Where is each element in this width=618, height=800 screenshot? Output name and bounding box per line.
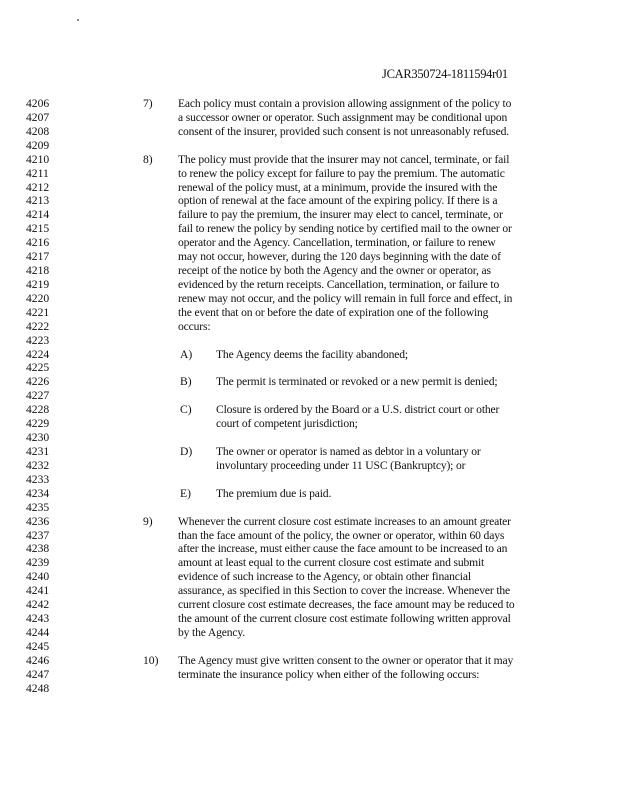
line-text: failure to pay the premium, the insurer may elect to cancel, terminate, or — [178, 208, 503, 222]
line-number: 4225 — [26, 361, 50, 375]
line-number: 4213 — [26, 194, 50, 208]
text-line — [0, 417, 618, 431]
line-number: 4236 — [26, 514, 50, 528]
line-number: 4208 — [26, 124, 50, 138]
line-number: 4207 — [26, 110, 50, 124]
line-number: 4216 — [26, 236, 50, 250]
text-line — [0, 403, 618, 417]
text-line — [0, 153, 618, 167]
text-line — [0, 487, 618, 501]
line-text: The premium due is paid. — [216, 486, 332, 500]
line-number: 4240 — [26, 570, 50, 584]
text-line — [0, 278, 618, 292]
line-number: 4243 — [26, 612, 50, 626]
text-line — [0, 306, 618, 320]
line-number: 4247 — [26, 667, 50, 681]
line-text: The Agency must give written consent to the owner or operator that it may — [178, 653, 514, 667]
text-line — [0, 97, 618, 111]
line-text: occurs: — [178, 319, 211, 333]
line-text: assurance, as specified in this Section to cover the increase. Whenever the — [178, 584, 511, 598]
item-label: D) — [180, 445, 193, 458]
line-number: 4224 — [26, 347, 50, 361]
text-line — [0, 612, 618, 626]
line-text: the amount of the current closure cost estimate following written approval — [178, 612, 511, 626]
text-line — [0, 542, 618, 556]
line-number: 4209 — [26, 138, 50, 152]
line-number: 4227 — [26, 389, 50, 403]
line-number: 4210 — [26, 152, 50, 166]
item-label: 8) — [143, 152, 153, 166]
text-line — [0, 320, 618, 334]
text-line — [0, 445, 618, 459]
line-text: The owner or operator is named as debtor in a voluntary or — [216, 445, 481, 458]
line-text: evidenced by the return receipts. Cancellation, termination, or failure to — [178, 277, 500, 291]
line-text: renewal of the policy must, at a minimum, provide the insured with the — [178, 180, 498, 194]
item-label: 9) — [143, 514, 153, 528]
line-number: 4223 — [26, 333, 50, 347]
line-number: 4215 — [26, 222, 50, 236]
line-text: fail to renew the policy by sending notice by certified mail to the owner or — [178, 222, 512, 236]
item-label: B) — [180, 375, 192, 389]
text-line — [0, 556, 618, 570]
line-text: after the increase, must either cause the face amount to be increased to an — [178, 542, 508, 556]
text-line — [0, 389, 618, 403]
text-line — [0, 139, 618, 153]
line-number: 4232 — [26, 458, 50, 472]
text-line — [0, 292, 618, 306]
document-id: JCAR350724-1811594r01 — [382, 67, 508, 81]
line-text: to renew the policy except for failure to pay the premium. The automatic — [178, 166, 505, 180]
line-number: 4242 — [26, 598, 50, 612]
line-number: 4241 — [26, 584, 50, 598]
line-number: 4221 — [26, 305, 50, 319]
line-text: by the Agency. — [178, 625, 246, 639]
line-number: 4235 — [26, 500, 50, 514]
text-line — [0, 459, 618, 473]
text-line — [0, 250, 618, 264]
text-line — [0, 208, 618, 222]
line-text: Closure is ordered by the Board or a U.S. district court or other — [216, 403, 500, 417]
item-label: A) — [180, 347, 193, 361]
text-line — [0, 194, 618, 208]
line-text: than the face amount of the policy, the owner or operator, within 60 days — [178, 528, 505, 542]
text-line — [0, 626, 618, 640]
line-text: receipt of the notice by both the Agency and the owner or operator, as — [178, 264, 491, 278]
text-line — [0, 348, 618, 362]
line-text: may not occur, however, during the 120 days beginning with the date of — [178, 250, 501, 264]
line-text: The permit is terminated or revoked or a new permit is denied; — [216, 375, 498, 389]
line-text: evidence of such increase to the Agency, or obtain other financial — [178, 570, 471, 584]
item-label: C) — [180, 403, 192, 417]
scan-speck — [77, 19, 79, 21]
line-number: 4248 — [26, 681, 50, 695]
text-line — [0, 431, 618, 445]
text-line — [0, 668, 618, 682]
text-line — [0, 682, 618, 696]
text-line — [0, 222, 618, 236]
line-text: amount at least equal to the current closure cost estimate and submit — [178, 556, 485, 570]
text-line — [0, 125, 618, 139]
line-number: 4245 — [26, 639, 50, 653]
line-text: court of competent jurisdiction; — [216, 417, 358, 431]
text-line — [0, 375, 618, 389]
line-number: 4233 — [26, 472, 50, 486]
line-text: option of renewal at the face amount of the expiring policy. If there is a — [178, 194, 498, 208]
line-text: Whenever the current closure cost estimate increases to an amount greater — [178, 514, 511, 528]
line-text: consent of the insurer, provided such consent is not unreasonably refused. — [178, 124, 510, 138]
line-text: renew may not occur, and the policy will remain in full force and effect, in — [178, 291, 513, 305]
line-number: 4214 — [26, 208, 50, 222]
text-line — [0, 584, 618, 598]
line-number: 4218 — [26, 264, 50, 278]
line-number: 4239 — [26, 556, 50, 570]
text-line — [0, 529, 618, 543]
text-line — [0, 570, 618, 584]
text-line — [0, 640, 618, 654]
text-line — [0, 264, 618, 278]
line-text: Each policy must contain a provision allowing assignment of the policy to — [178, 97, 512, 110]
line-number: 4212 — [26, 180, 50, 194]
line-text: a successor owner or operator. Such assignment may be conditional upon — [178, 110, 508, 124]
text-line — [0, 473, 618, 487]
line-text: The policy must provide that the insurer may not cancel, terminate, or fail — [178, 152, 510, 166]
line-number: 4234 — [26, 486, 50, 500]
text-line — [0, 167, 618, 181]
line-number: 4244 — [26, 625, 50, 639]
text-line — [0, 654, 618, 668]
line-text: involuntary proceeding under 11 USC (Bankruptcy); or — [216, 458, 466, 472]
line-number: 4206 — [26, 97, 50, 110]
text-line — [0, 181, 618, 195]
item-label: 7) — [143, 97, 153, 110]
line-text: the event that on or before the date of expiration one of the following — [178, 305, 489, 319]
line-number: 4226 — [26, 375, 50, 389]
line-number: 4230 — [26, 431, 50, 445]
line-number: 4246 — [26, 653, 50, 667]
text-line — [0, 236, 618, 250]
line-text: The Agency deems the facility abandoned; — [216, 347, 408, 361]
text-line — [0, 598, 618, 612]
line-number: 4229 — [26, 417, 50, 431]
text-line — [0, 361, 618, 375]
item-label: 10) — [143, 653, 159, 667]
line-text: terminate the insurance policy when either of the following occurs: — [178, 667, 480, 681]
line-text: operator and the Agency. Cancellation, termination, or failure to renew — [178, 236, 496, 250]
text-line — [0, 501, 618, 515]
item-label: E) — [180, 486, 191, 500]
line-number: 4217 — [26, 250, 50, 264]
line-text: current closure cost estimate decreases, the face amount may be reduced to — [178, 598, 515, 612]
line-number: 4219 — [26, 277, 50, 291]
line-number: 4238 — [26, 542, 50, 556]
line-number: 4237 — [26, 528, 50, 542]
text-line — [0, 515, 618, 529]
text-line — [0, 334, 618, 348]
line-number: 4220 — [26, 291, 50, 305]
line-number: 4228 — [26, 403, 50, 417]
text-line — [0, 111, 618, 125]
line-number: 4222 — [26, 319, 50, 333]
line-number: 4231 — [26, 445, 50, 458]
line-number: 4211 — [26, 166, 49, 180]
